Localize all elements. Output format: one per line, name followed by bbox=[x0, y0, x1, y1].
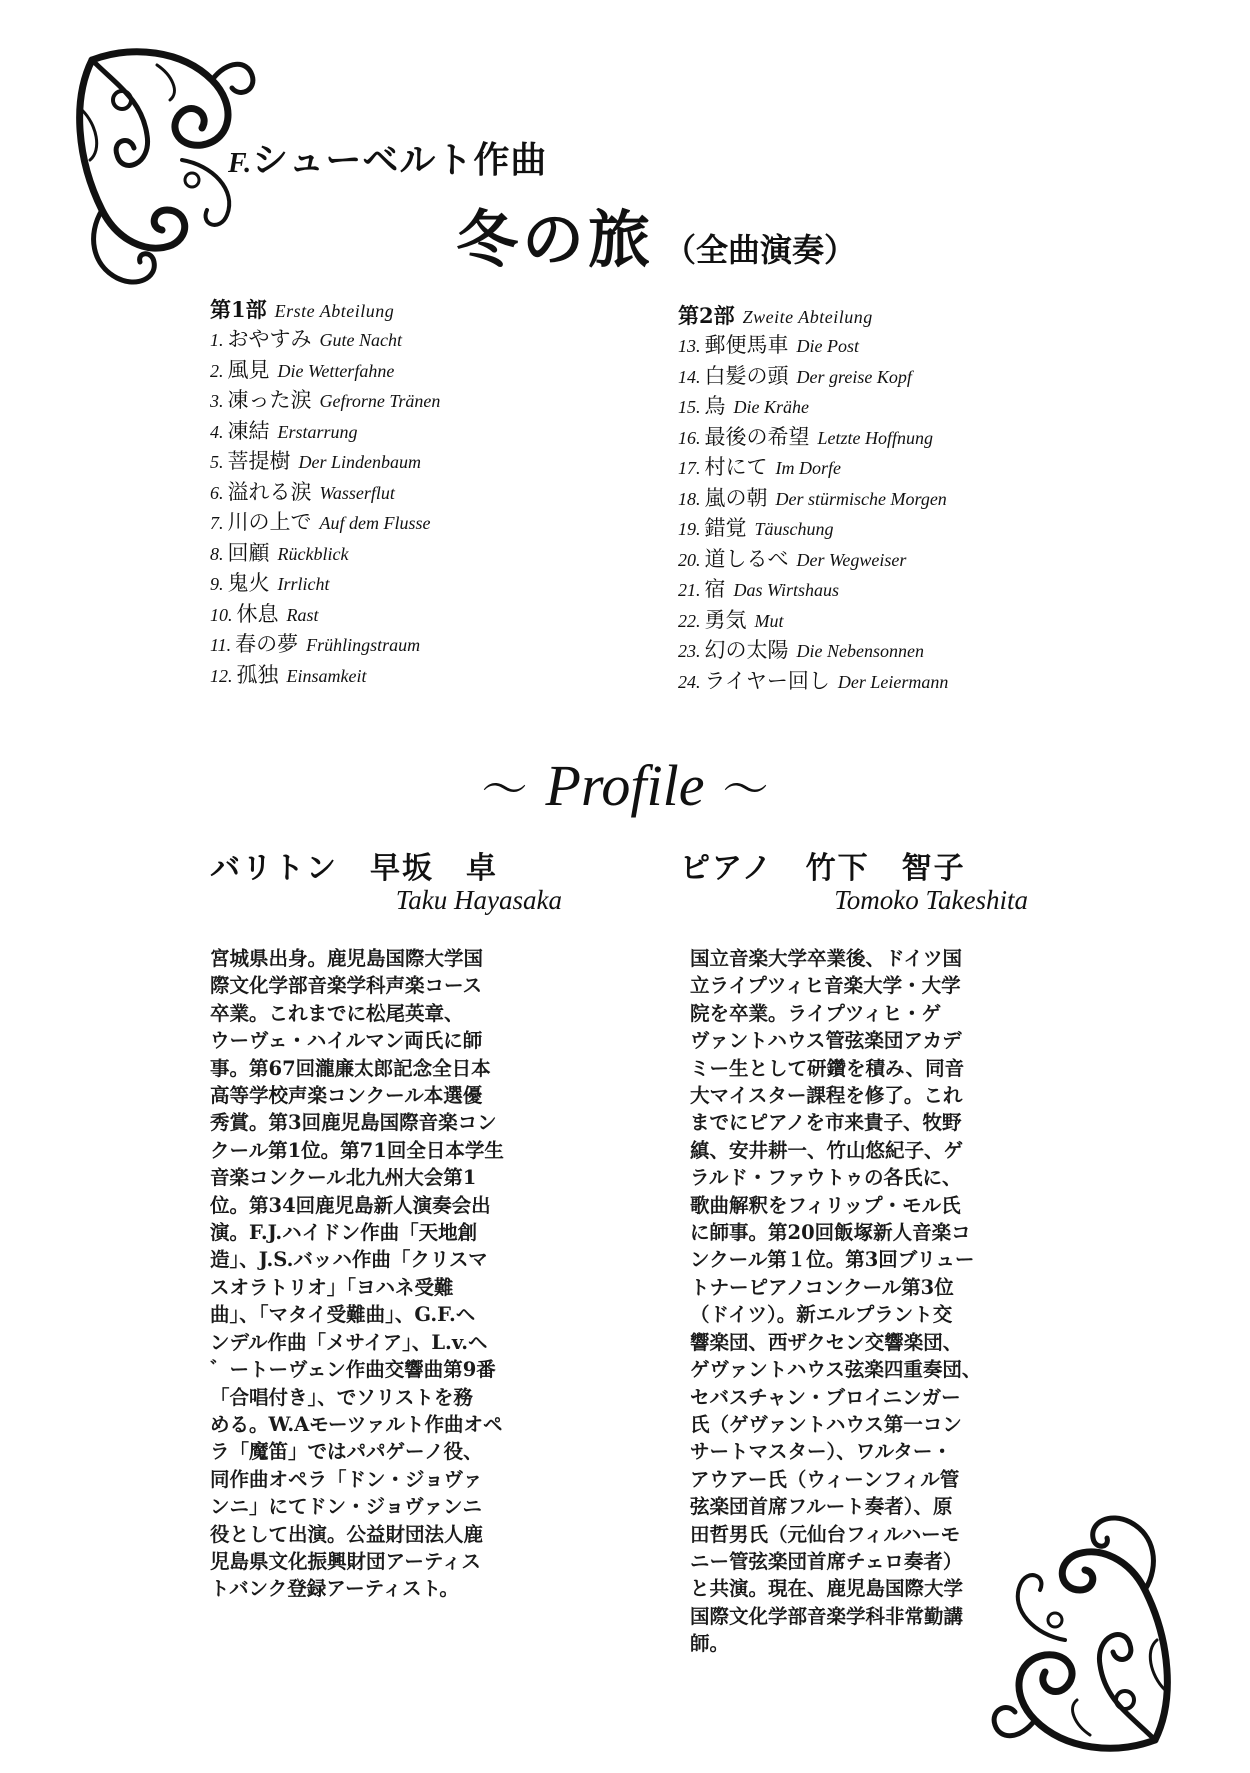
bio-line: 児島県文化振興財団アーティス bbox=[210, 1549, 481, 1573]
track-title-de: Der Lindenbaum bbox=[298, 452, 421, 472]
part-heading-jp: 第2部 bbox=[678, 303, 735, 328]
bio-line: トナーピアノコンクール第3位 bbox=[690, 1275, 954, 1299]
track-title-jp: 孤独 bbox=[236, 662, 279, 687]
composer-line bbox=[228, 132, 547, 183]
part-heading-de: Erste Abteilung bbox=[274, 301, 395, 321]
bio-line: 造」、J.S.バッハ作曲「クリスマ bbox=[210, 1248, 488, 1272]
track-list bbox=[678, 330, 948, 696]
track-number: 3. bbox=[210, 391, 224, 411]
performer-name-jp: ピアノ 竹下 智子 bbox=[680, 851, 966, 886]
bio-line: ンニ」にてドン・ジョヴァンニ bbox=[210, 1495, 483, 1519]
bio-line: 国際文化学部音楽学科非常勤講 bbox=[690, 1604, 964, 1628]
track-item bbox=[678, 452, 948, 483]
track-number: 14. bbox=[678, 366, 701, 387]
track-number: 4. bbox=[210, 421, 224, 442]
track-title-jp: 烏 bbox=[704, 394, 726, 418]
bio-line: 大マイスター課程を修了。これ bbox=[690, 1084, 963, 1108]
performer-name-jp: バリトン 早坂 卓 bbox=[210, 851, 498, 886]
track-title-de: Rast bbox=[286, 604, 319, 625]
track-title-jp: ライヤー回し bbox=[704, 668, 830, 693]
bio-line: 役として出演。公益財団法人鹿 bbox=[210, 1522, 484, 1546]
track-item bbox=[678, 666, 948, 697]
track-title-jp: 溢れる涙 bbox=[227, 479, 312, 504]
bio-line: 歌曲解釈をフィリップ・モル氏 bbox=[690, 1193, 961, 1217]
performer-bio bbox=[210, 945, 570, 1603]
track-number: 7. bbox=[210, 513, 224, 533]
bio-line: 際文化学部音楽学科声楽コース bbox=[210, 974, 483, 998]
track-item bbox=[210, 416, 440, 447]
track-item bbox=[210, 507, 440, 538]
track-title-jp: 宿 bbox=[704, 577, 726, 601]
track-title-jp: 凍った涙 bbox=[227, 388, 312, 412]
track-item bbox=[678, 483, 948, 514]
track-number: 21. bbox=[678, 580, 701, 600]
bio-line: 立ライプツィヒ音楽大学・大学 bbox=[690, 974, 961, 998]
bio-line: ラルド・ファウトゥの各氏に、 bbox=[690, 1166, 962, 1190]
track-item bbox=[210, 477, 440, 508]
track-title-jp: 錯覚 bbox=[704, 516, 747, 540]
track-number: 8. bbox=[210, 543, 224, 564]
track-number: 12. bbox=[210, 665, 233, 686]
bio-line: （ドイツ）。新エルプラント交 bbox=[690, 1303, 953, 1327]
track-title-de: Frühlingstraum bbox=[306, 635, 421, 655]
track-title-de: Gute Nacht bbox=[319, 330, 402, 350]
bio-line: 氏（ゲヴァントハウス第一コン bbox=[690, 1412, 962, 1436]
bio-line: ンデル作曲「メサイア」、L.v.ヘ bbox=[210, 1330, 488, 1354]
track-title-de: Die Nebensonnen bbox=[796, 641, 924, 661]
part-heading bbox=[678, 300, 948, 330]
track-number: 2. bbox=[210, 360, 224, 381]
track-number: 10. bbox=[210, 604, 233, 625]
track-title-de: Der greise Kopf bbox=[796, 366, 912, 387]
bio-line: 音楽コンクール北九州大会第1 bbox=[210, 1166, 477, 1190]
track-title-de: Der Leiermann bbox=[837, 671, 949, 692]
bio-line: 宮城県出身。鹿児島国際大学国 bbox=[210, 947, 484, 970]
bio-line: に師事。第20回飯塚新人音楽コ bbox=[690, 1221, 971, 1245]
bio-line: 縝、安井耕一、竹山悠紀子、ゲ bbox=[690, 1138, 964, 1162]
tilde-right: ～ bbox=[722, 764, 769, 815]
bio-line: サートマスター）、ワルター・ bbox=[690, 1440, 952, 1464]
tilde-left: ～ bbox=[481, 764, 528, 815]
track-title-de: Rückblick bbox=[277, 543, 349, 564]
track-number: 24. bbox=[678, 671, 701, 692]
track-number: 1. bbox=[210, 330, 224, 350]
track-item bbox=[210, 538, 440, 569]
part-heading-jp: 第1部 bbox=[210, 297, 267, 322]
track-item bbox=[210, 446, 440, 477]
bio-line: ミー生として研鑽を積み、同音 bbox=[690, 1056, 965, 1080]
title-subtitle: （全曲演奏） bbox=[664, 231, 857, 269]
composer-initial: F. bbox=[228, 148, 253, 179]
track-item bbox=[210, 385, 440, 416]
bio-line: める。W.Aモーツァルト作曲オペ bbox=[210, 1412, 503, 1436]
track-title-jp: 嵐の朝 bbox=[704, 485, 768, 510]
track-title-de: Auf dem Flusse bbox=[319, 513, 431, 533]
track-number: 6. bbox=[210, 482, 224, 503]
bio-line: セバスチャン・ブロイニンガー bbox=[690, 1385, 961, 1409]
bio-line: 事。第67回瀧廉太郎記念全日本 bbox=[210, 1056, 491, 1080]
track-item bbox=[678, 422, 948, 453]
track-title-de: Die Krähe bbox=[733, 397, 809, 417]
profile-title: Profile bbox=[545, 753, 705, 818]
bio-line: 響楽団、西ザクセン交響楽団、 bbox=[690, 1330, 963, 1354]
track-title-de: Erstarrung bbox=[277, 421, 358, 442]
track-title-de: Irrlicht bbox=[277, 574, 330, 594]
track-number: 17. bbox=[678, 458, 701, 478]
bio-line: ニー管弦楽団首席チェロ奏者） bbox=[690, 1549, 963, 1573]
track-title-jp: 風見 bbox=[227, 357, 270, 382]
track-number: 20. bbox=[678, 549, 701, 570]
bio-line: 演。F.J.ハイドン作曲「天地創 bbox=[210, 1221, 478, 1245]
track-title-de: Der stürmische Morgen bbox=[775, 488, 947, 509]
bio-line: 卒業。これまでに松尾英章、 bbox=[210, 1001, 464, 1025]
bio-line: スオラトリオ」「ヨハネ受難 bbox=[210, 1275, 454, 1299]
performer-bio bbox=[690, 945, 1030, 1658]
track-title-jp: 勇気 bbox=[704, 607, 747, 632]
track-number: 16. bbox=[678, 427, 701, 448]
part-2-block bbox=[678, 300, 948, 696]
track-title-de: Wasserflut bbox=[319, 482, 395, 503]
bio-line: ウーヴェ・ハイルマン両氏に師 bbox=[210, 1029, 483, 1053]
part-1-block bbox=[210, 294, 440, 690]
track-item bbox=[210, 324, 440, 355]
track-item bbox=[678, 513, 948, 544]
track-item bbox=[678, 391, 948, 422]
bio-line: 位。第34回鹿児島新人演奏会出 bbox=[210, 1193, 491, 1217]
bio-line: ゲヴァントハウス弦楽四重奏団、 bbox=[690, 1358, 982, 1382]
track-number: 15. bbox=[678, 397, 701, 417]
track-number: 22. bbox=[678, 610, 701, 631]
bio-line: 秀賞。第3回鹿児島国際音楽コン bbox=[210, 1111, 497, 1135]
bio-line: 同作曲オペラ「ドン・ジョヴァ bbox=[210, 1467, 483, 1491]
track-item bbox=[678, 605, 948, 636]
part-heading-de: Zweite Abteilung bbox=[742, 307, 873, 327]
bio-line: 「合唱付き」、でソリストを務 bbox=[210, 1385, 473, 1409]
bio-line: ゛ートーヴェン作曲交響曲第9番 bbox=[210, 1358, 496, 1382]
track-title-de: Mut bbox=[754, 610, 784, 631]
track-item bbox=[678, 574, 948, 605]
track-title-de: Einsamkeit bbox=[286, 665, 367, 686]
track-title-de: Täuschung bbox=[754, 519, 834, 539]
track-number: 11. bbox=[210, 635, 232, 655]
track-item bbox=[678, 361, 948, 392]
track-title-jp: 白髪の頭 bbox=[704, 363, 789, 388]
track-title-de: Gefrorne Tränen bbox=[319, 391, 441, 411]
track-item bbox=[678, 544, 948, 575]
track-number: 9. bbox=[210, 574, 224, 594]
profile-heading bbox=[0, 752, 1250, 819]
bio-line: 弦楽団首席フルート奏者）、原 bbox=[690, 1495, 953, 1519]
track-number: 5. bbox=[210, 452, 224, 472]
bio-line: ラ「魔笛」ではパパゲーノ役、 bbox=[210, 1440, 483, 1464]
track-list bbox=[210, 324, 440, 690]
bio-line: クール第1位。第71回全日本学生 bbox=[210, 1138, 504, 1162]
track-title-jp: 最後の希望 bbox=[704, 424, 810, 449]
track-item bbox=[678, 635, 948, 666]
track-title-jp: 村にて bbox=[704, 455, 768, 479]
program-title bbox=[456, 190, 856, 279]
track-title-de: Die Wetterfahne bbox=[277, 360, 395, 381]
track-title-jp: 菩提樹 bbox=[227, 449, 291, 473]
bio-line: 田哲男氏（元仙台フィルハーモ bbox=[690, 1522, 961, 1546]
track-title-jp: 凍結 bbox=[227, 418, 270, 443]
title-main: 冬の旅 bbox=[456, 203, 655, 276]
part-heading bbox=[210, 294, 440, 324]
track-title-jp: 回顧 bbox=[227, 540, 270, 565]
bio-line: アウアー氏（ウィーンフィル管 bbox=[690, 1467, 960, 1491]
bio-line: 国立音楽大学卒業後、ドイツ国 bbox=[690, 947, 963, 970]
track-item bbox=[678, 330, 948, 361]
bio-line: 曲」、「マタイ受難曲」、G.F.ヘ bbox=[210, 1303, 476, 1327]
track-item bbox=[210, 660, 440, 691]
track-title-de: Die Post bbox=[796, 336, 859, 356]
performer-name-roman: Taku Hayasaka bbox=[395, 885, 562, 915]
performer-name-roman: Tomoko Takeshita bbox=[834, 885, 1028, 915]
track-number: 18. bbox=[678, 488, 701, 509]
track-item bbox=[210, 355, 440, 386]
track-title-jp: 道しるべ bbox=[704, 546, 789, 571]
track-item bbox=[210, 599, 440, 630]
track-title-de: Das Wirtshaus bbox=[733, 580, 840, 600]
track-title-jp: 郵便馬車 bbox=[704, 333, 789, 357]
track-title-de: Der Wegweiser bbox=[796, 549, 907, 570]
track-title-jp: おやすみ bbox=[227, 327, 312, 351]
track-title-de: Im Dorfe bbox=[775, 458, 841, 478]
bio-line: 院を卒業。ライプツィヒ・ゲ bbox=[690, 1001, 942, 1025]
bio-line: ンクール第１位。第3回ブリュー bbox=[690, 1248, 975, 1272]
track-number: 13. bbox=[678, 336, 701, 356]
track-item bbox=[210, 568, 440, 599]
track-title-jp: 春の夢 bbox=[235, 632, 299, 656]
bio-line: 師。 bbox=[690, 1632, 730, 1656]
bio-line: と共演。現在、鹿児島国際大学 bbox=[690, 1577, 964, 1601]
bio-line: までにピアノを市来貴子、牧野 bbox=[690, 1111, 962, 1135]
track-title-de: Letzte Hoffnung bbox=[817, 427, 933, 448]
track-title-jp: 鬼火 bbox=[227, 571, 270, 595]
track-title-jp: 幻の太陽 bbox=[704, 638, 789, 662]
track-item bbox=[210, 629, 440, 660]
track-title-jp: 休息 bbox=[236, 601, 279, 626]
bio-line: トバンク登録アーティスト。 bbox=[210, 1577, 459, 1601]
bio-line: ヴァントハウス管弦楽団アカデ bbox=[690, 1029, 962, 1053]
track-number: 19. bbox=[678, 519, 701, 539]
track-number: 23. bbox=[678, 641, 701, 661]
bio-line: 高等学校声楽コンクール本選優 bbox=[210, 1084, 483, 1108]
track-title-jp: 川の上で bbox=[227, 510, 312, 534]
composer-name: シューベルト作曲 bbox=[252, 139, 548, 181]
